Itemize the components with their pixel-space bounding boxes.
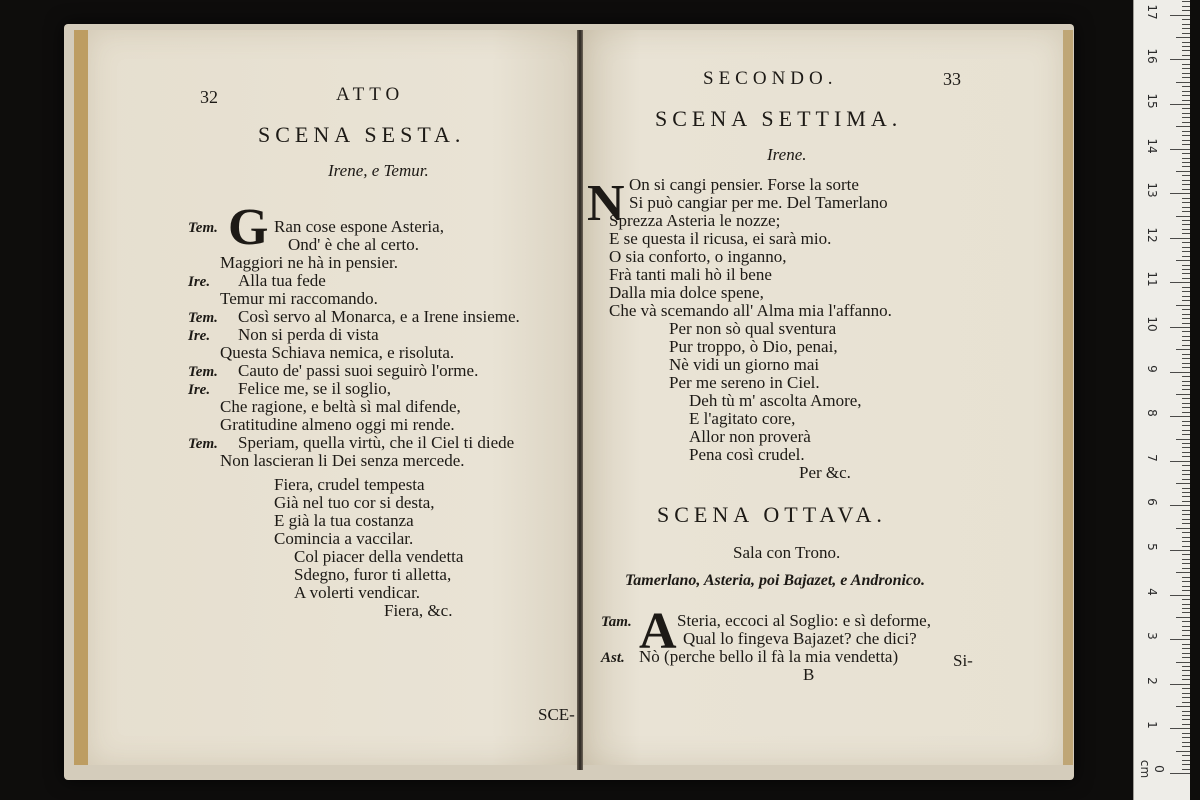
ruler-tick	[1182, 202, 1190, 203]
ruler-tick	[1182, 158, 1190, 159]
scene-title-sesta: SCENA SESTA.	[258, 122, 466, 147]
speaker-label: Ire.	[188, 328, 211, 344]
dialogue-line: Cauto de' passi suoi seguirò l'orme.	[238, 361, 479, 380]
ruler-tick	[1182, 46, 1190, 47]
ruler-tick	[1170, 104, 1190, 105]
aria-line: Per me sereno in Ciel.	[669, 373, 820, 392]
ruler-tick	[1182, 1, 1190, 2]
ruler-tick	[1182, 764, 1190, 765]
ruler-tick	[1182, 546, 1190, 547]
recitative-line: On si cangi pensier. Forse la sorte	[629, 175, 859, 194]
ruler-tick	[1182, 568, 1190, 569]
ruler-tick	[1182, 198, 1190, 199]
ruler-tick	[1182, 644, 1190, 645]
ruler-tick	[1176, 706, 1190, 707]
running-head-left: ATTO	[336, 84, 405, 105]
ruler-tick	[1182, 50, 1190, 51]
ruler-tick	[1182, 175, 1190, 176]
ruler-tick	[1176, 572, 1190, 573]
ruler-tick	[1182, 314, 1190, 315]
speaker-label: Tem.	[188, 436, 218, 452]
dialogue-line: Steria, eccoci al Soglio: e sì deforme,	[677, 611, 931, 630]
ruler-tick	[1182, 229, 1190, 230]
dialogue-line: Alla tua fede	[238, 271, 326, 290]
ruler-tick	[1182, 367, 1190, 368]
dialogue-line: Temur mi raccomando.	[220, 289, 378, 308]
ruler-tick	[1182, 470, 1190, 471]
ruler-tick	[1176, 126, 1190, 127]
ruler-tick	[1182, 430, 1190, 431]
ruler-tick	[1182, 291, 1190, 292]
dialogue-line: Qual lo fingeva Bajazet? che dici?	[683, 629, 917, 648]
speaker-label: Tem.	[188, 310, 218, 326]
ruler-tick	[1182, 657, 1190, 658]
ruler-tick	[1170, 193, 1190, 194]
catchword-left: SCE-	[538, 705, 575, 724]
ruler-tick	[1176, 439, 1190, 440]
ruler-tick	[1182, 224, 1190, 225]
ruler-tick	[1182, 715, 1190, 716]
aria-line: Comincia a vaccilar.	[274, 529, 414, 548]
ruler-tick	[1170, 728, 1190, 729]
aria-line: Nè vidi un giorno mai	[669, 355, 820, 374]
ruler-tick	[1182, 358, 1190, 359]
ruler-tick	[1182, 122, 1190, 123]
ruler-tick	[1182, 537, 1190, 538]
recitative-line: Frà tanti mali hò il bene	[609, 265, 772, 284]
ruler-tick	[1182, 648, 1190, 649]
speaker-label: Tem.	[188, 220, 218, 236]
ruler-tick	[1182, 189, 1190, 190]
ruler-tick	[1182, 91, 1190, 92]
ruler-tick	[1182, 140, 1190, 141]
dropcap-a: A	[639, 603, 677, 660]
ruler-tick	[1176, 751, 1190, 752]
ruler-tick	[1182, 55, 1190, 56]
ruler-tick	[1170, 282, 1190, 283]
ruler-tick	[1176, 528, 1190, 529]
ruler-tick	[1182, 577, 1190, 578]
dialogue-line: Ond' è che al certo.	[288, 235, 419, 254]
ruler-tick	[1170, 238, 1190, 239]
ruler-tick	[1176, 305, 1190, 306]
ruler-tick	[1182, 296, 1190, 297]
ruler-tick	[1170, 773, 1190, 774]
ruler-tick	[1170, 372, 1190, 373]
dialogue-line: Questa Schiava nemica, e risoluta.	[220, 343, 455, 362]
aria-line: Pur troppo, ò Dio, penai,	[669, 337, 838, 356]
ruler-tick	[1182, 412, 1190, 413]
ruler-tick	[1182, 247, 1190, 248]
signature-mark: B	[803, 665, 815, 684]
ruler-tick	[1182, 233, 1190, 234]
recitative-line: E se questa il ricusa, ei sarà mio.	[609, 229, 832, 248]
dialogue-line: Non lascieran li Dei senza mercede.	[220, 451, 465, 470]
ruler-tick	[1182, 702, 1190, 703]
ruler-tick	[1182, 421, 1190, 422]
ruler-tick	[1182, 608, 1190, 609]
ruler-tick	[1182, 492, 1190, 493]
ruler-tick	[1170, 416, 1190, 417]
ruler-tick	[1182, 769, 1190, 770]
aria-line: Fiera, crudel tempesta	[274, 475, 425, 494]
ruler-tick	[1182, 251, 1190, 252]
ruler-tick	[1182, 425, 1190, 426]
ruler-tick	[1182, 719, 1190, 720]
ruler-tick	[1182, 354, 1190, 355]
aria-line: Col piacer della vendetta	[294, 547, 464, 566]
ruler-tick	[1182, 653, 1190, 654]
ruler-tick	[1182, 581, 1190, 582]
ruler-number: 3	[1145, 632, 1159, 640]
ruler-tick	[1182, 207, 1190, 208]
page-number-left: 32	[200, 87, 218, 107]
ruler-tick	[1182, 488, 1190, 489]
ruler-tick	[1182, 599, 1190, 600]
ruler-tick	[1182, 340, 1190, 341]
scene-title-settima: SCENA SETTIMA.	[655, 106, 903, 131]
ruler-number: 2	[1145, 676, 1159, 685]
ruler-tick	[1182, 443, 1190, 444]
dialogue-line: Non si perda di vista	[238, 325, 379, 344]
speaker-label: Ire.	[188, 382, 211, 398]
aria-line: E l'agitato core,	[689, 409, 796, 428]
ruler-tick	[1182, 153, 1190, 154]
ruler-tick	[1176, 171, 1190, 172]
recitative-line: O sia conforto, o inganno,	[609, 247, 787, 266]
ruler-tick	[1170, 639, 1190, 640]
ruler-number: 4	[1145, 587, 1159, 596]
ruler-tick	[1182, 604, 1190, 605]
ruler-tick	[1182, 447, 1190, 448]
ruler-tick	[1182, 256, 1190, 257]
ruler-number: 5	[1145, 543, 1159, 551]
aria-line: Fiera, &c.	[384, 601, 453, 620]
ruler-tick	[1182, 688, 1190, 689]
recitative-line: Sprezza Asteria le nozze;	[609, 211, 781, 230]
ruler-tick	[1182, 510, 1190, 511]
ruler-tick	[1182, 220, 1190, 221]
ruler-tick	[1182, 434, 1190, 435]
ruler-tick	[1182, 323, 1190, 324]
ruler-tick	[1182, 68, 1190, 69]
scene-title-ottava: SCENA OTTAVA.	[657, 502, 887, 527]
ruler-number: 11	[1145, 271, 1159, 288]
dialogue-line: Maggiori ne hà in pensier.	[220, 253, 398, 272]
ruler-tick	[1170, 15, 1190, 16]
speaker-label: Tem.	[188, 364, 218, 380]
ruler-tick	[1182, 135, 1190, 136]
ruler-tick	[1182, 331, 1190, 332]
ruler-tick	[1182, 519, 1190, 520]
ruler-tick	[1182, 697, 1190, 698]
aria-line: Pena così crudel.	[689, 445, 805, 464]
ruler-tick	[1170, 59, 1190, 60]
ruler-tick	[1182, 465, 1190, 466]
ruler-tick	[1182, 42, 1190, 43]
ruler-tick	[1182, 666, 1190, 667]
aria-line: Per &c.	[799, 463, 851, 482]
ruler-tick	[1176, 394, 1190, 395]
speaker-label: Ire.	[188, 274, 211, 290]
characters-right: Irene.	[767, 145, 807, 164]
ruler-tick	[1182, 452, 1190, 453]
ruler-number: 7	[1145, 453, 1159, 462]
aria-line: Deh tù m' ascolta Amore,	[689, 391, 862, 410]
speaker-label: Tam.	[601, 614, 632, 630]
ruler-number: 6	[1145, 498, 1159, 507]
ruler-tick	[1176, 662, 1190, 663]
ruler-tick	[1182, 760, 1190, 761]
ruler-tick	[1182, 456, 1190, 457]
recitative-line: Si può cangiar per me. Del Tamerlano	[629, 193, 888, 212]
ruler-tick	[1182, 389, 1190, 390]
dialogue-line: Gratitudine almeno oggi mi rende.	[220, 415, 455, 434]
ruler-tick	[1182, 626, 1190, 627]
ruler-tick	[1182, 162, 1190, 163]
ruler-tick	[1176, 617, 1190, 618]
ruler-tick	[1182, 559, 1190, 560]
ruler-tick	[1182, 64, 1190, 65]
ruler-tick	[1182, 144, 1190, 145]
ruler-tick	[1182, 679, 1190, 680]
ruler-tick	[1182, 381, 1190, 382]
ruler-tick	[1170, 505, 1190, 506]
ruler-tick	[1182, 554, 1190, 555]
ruler-tick	[1182, 621, 1190, 622]
ruler-tick	[1182, 711, 1190, 712]
ruler-number: 12	[1145, 227, 1159, 243]
ruler-tick	[1182, 336, 1190, 337]
ruler-tick	[1182, 309, 1190, 310]
running-head-right: SECONDO.	[703, 68, 838, 89]
ruler-number: 14	[1145, 137, 1159, 154]
ruler-number: 16	[1145, 48, 1159, 65]
ruler-number: 17	[1145, 4, 1159, 20]
ruler-tick	[1182, 630, 1190, 631]
ruler-tick	[1170, 327, 1190, 328]
aria-line: Allor non proverà	[689, 427, 811, 446]
ruler-tick	[1182, 586, 1190, 587]
ruler-tick	[1182, 345, 1190, 346]
ruler-tick	[1182, 131, 1190, 132]
ruler-tick	[1182, 746, 1190, 747]
ruler-tick	[1182, 73, 1190, 74]
ruler-tick	[1182, 273, 1190, 274]
ruler-tick	[1170, 149, 1190, 150]
ruler-tick	[1182, 278, 1190, 279]
ruler-tick	[1182, 117, 1190, 118]
ruler-tick	[1176, 483, 1190, 484]
ruler-number: 8	[1145, 409, 1159, 417]
ruler-number: 15	[1145, 93, 1159, 109]
ruler-tick	[1182, 24, 1190, 25]
right-page	[583, 30, 1073, 765]
ruler-tick	[1182, 33, 1190, 34]
ruler-tick	[1182, 242, 1190, 243]
characters-ottava: Tamerlano, Asteria, poi Bajazet, e Andronico.	[625, 572, 926, 589]
measuring-ruler	[1133, 0, 1190, 800]
ruler-tick	[1176, 216, 1190, 217]
characters-left: Irene, e Temur.	[328, 161, 429, 180]
ruler-tick	[1182, 287, 1190, 288]
ruler-tick	[1182, 590, 1190, 591]
ruler-tick	[1182, 108, 1190, 109]
ruler-tick	[1182, 269, 1190, 270]
ruler-tick	[1182, 403, 1190, 404]
ruler-number: 1	[1145, 721, 1159, 730]
recitative-line: Dalla mia dolce spene,	[609, 283, 764, 302]
dialogue-line: Speriam, quella virtù, che il Ciel ti diede	[238, 433, 515, 452]
aria-line: Per non sò qual sventura	[669, 319, 837, 338]
ruler-tick	[1182, 563, 1190, 564]
catchword-right: Si-	[953, 651, 973, 670]
ruler-tick	[1182, 501, 1190, 502]
ruler-tick	[1182, 385, 1190, 386]
ruler-tick	[1170, 595, 1190, 596]
dialogue-line: Nò (perche bello il fà la mia vendetta)	[639, 647, 899, 666]
ruler-tick	[1182, 86, 1190, 87]
left-page	[74, 30, 593, 765]
ruler-tick	[1170, 684, 1190, 685]
ruler-tick	[1182, 184, 1190, 185]
ruler-tick	[1182, 733, 1190, 734]
ruler-tick	[1182, 693, 1190, 694]
ruler-tick	[1182, 77, 1190, 78]
aria-line: Già nel tuo cor si desta,	[274, 493, 435, 512]
ruler-tick	[1182, 514, 1190, 515]
ruler-tick	[1182, 532, 1190, 533]
dialogue-line: Ran cose espone Asteria,	[274, 217, 444, 236]
ruler-tick	[1182, 479, 1190, 480]
dialogue-line: Che ragione, e beltà sì mal difende,	[220, 397, 461, 416]
ruler-tick	[1182, 28, 1190, 29]
ruler-tick	[1182, 19, 1190, 20]
ruler-number: 9	[1145, 364, 1159, 373]
ruler-tick	[1170, 461, 1190, 462]
ruler-tick	[1182, 474, 1190, 475]
ruler-tick	[1182, 407, 1190, 408]
ruler-tick	[1182, 398, 1190, 399]
speaker-label: Ast.	[601, 650, 625, 666]
aria-line: A volerti vendicar.	[294, 583, 421, 602]
page-number-right: 33	[943, 69, 961, 89]
ruler-tick	[1182, 541, 1190, 542]
ruler-number: 13	[1145, 182, 1159, 198]
setting-line: Sala con Trono.	[733, 543, 841, 562]
ruler-tick	[1182, 612, 1190, 613]
ruler-tick	[1182, 10, 1190, 11]
dialogue-line: Felice me, se il soglio,	[238, 379, 391, 398]
ruler-tick	[1182, 211, 1190, 212]
dropcap-g: G	[228, 199, 269, 256]
ruler-tick	[1182, 755, 1190, 756]
ruler-number: 10	[1145, 316, 1159, 332]
aria-line: E già la tua costanza	[274, 511, 414, 530]
ruler-tick	[1176, 260, 1190, 261]
ruler-tick	[1182, 724, 1190, 725]
ruler-tick	[1182, 523, 1190, 524]
ruler-tick	[1182, 318, 1190, 319]
ruler-tick	[1182, 6, 1190, 7]
ruler-tick	[1182, 180, 1190, 181]
ruler-tick	[1176, 82, 1190, 83]
ruler-tick	[1182, 300, 1190, 301]
ruler-tick	[1182, 113, 1190, 114]
ruler-tick	[1182, 635, 1190, 636]
ruler-tick	[1182, 742, 1190, 743]
dialogue-line: Così servo al Monarca, e a Irene insieme.	[238, 307, 520, 326]
ruler-tick	[1182, 670, 1190, 671]
ruler-tick	[1182, 376, 1190, 377]
ruler-tick	[1182, 496, 1190, 497]
ruler-tick	[1182, 166, 1190, 167]
ruler-tick	[1176, 37, 1190, 38]
ruler-tick	[1182, 363, 1190, 364]
ruler-tick	[1182, 95, 1190, 96]
ruler-tick	[1182, 737, 1190, 738]
aria-line: Sdegno, furor ti alletta,	[294, 565, 452, 584]
ruler-tick	[1170, 550, 1190, 551]
dropcap-n: N	[587, 175, 625, 232]
ruler-tick	[1182, 675, 1190, 676]
ruler-tick	[1182, 100, 1190, 101]
ruler-tick	[1176, 349, 1190, 350]
ruler-number: 0 cm	[1138, 759, 1166, 779]
recitative-line: Che và scemando all' Alma mia l'affanno.	[609, 301, 892, 320]
ruler-tick	[1182, 265, 1190, 266]
